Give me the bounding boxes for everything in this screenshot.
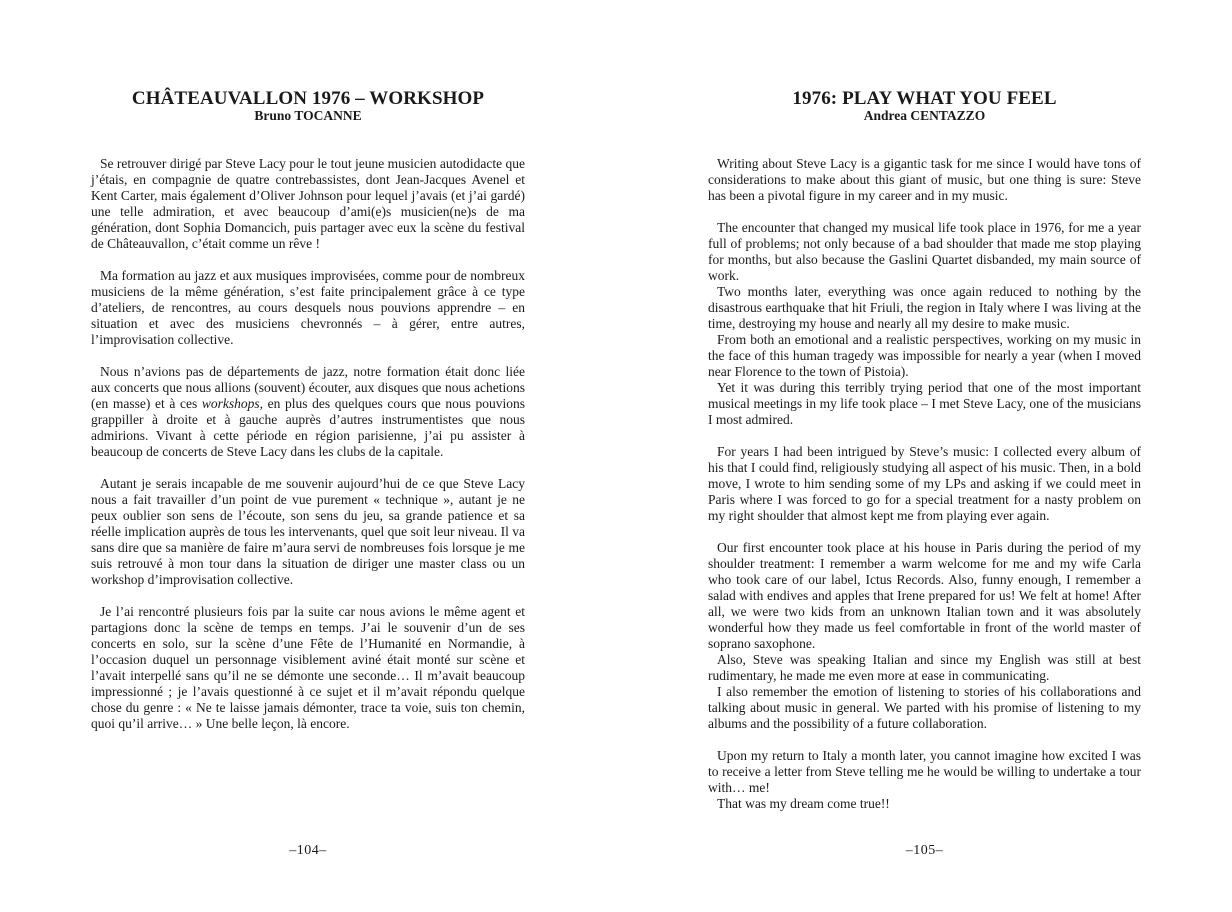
right-page-title: 1976: PLAY WHAT YOU FEEL [792, 88, 1057, 109]
paragraph-line [91, 156, 525, 252]
paragraph-line: Two months later, everything was once again reduced to nothing by the disastrous earthquake that hit Friuli, the region in Italy where I was living at the time, destroying my house and nearly all my desire to make music. [708, 284, 1141, 331]
paragraph [708, 444, 1141, 524]
text-run: Ma formation au jazz et aux musiques improvisées, comme pour de nombreux musiciens de la même génération, s’est faite principalement grâce à ce type d’ateliers, de rencontres, au cours desquels nous pouvions apprendre – en situation et avec des musiciens chevronnés – à gérer, entre autres, l’improvisation collective. [91, 268, 525, 347]
paragraph [708, 220, 1141, 428]
left-page-number: –104– [289, 843, 327, 858]
text-run: Autant je serais incapable de me souvenir aujourd’hui de ce que Steve Lacy nous a fait travailler d’un point de vue purement « technique », autant je ne peux oublier son sens de l’écoute, son sens du jeu, sa grande patience et sa réelle implication auprès de tous les intervenants, quel que soit leur niveau. Il va sans dire que sa manière de faire m’aura servi de nombreuses fois lorsque je me suis retrouvé à mon tour dans la situation de diriger une master class ou un workshop d’improvisation collective. [91, 476, 525, 587]
paragraph-line [91, 364, 525, 460]
right-page-body [708, 156, 1141, 828]
paragraph-line: The encounter that changed my musical life took place in 1976, for me a year full of problems; not only because of a bad shoulder that made me stop playing for months, but also because the Gaslini Quartet disbanded, my main source of work. [708, 220, 1141, 283]
paragraph-line: For years I had been intrigued by Steve’s music: I collected every album of his that I could find, religiously studying all aspect of his music. Then, in a bold move, I wrote to him sending some of my LPs and asking if we could meet in Paris where I was forced to go for a special treatment for a nasty problem on my right shoulder that almost kept me from playing ever again. [708, 444, 1141, 523]
paragraph-line: From both an emotional and a realistic perspectives, working on my music in the face of this human tragedy was impossible for nearly a year (when I moved near Florence to the town of Pistoia). [708, 332, 1141, 379]
paragraph-line: Yet it was during this terribly trying period that one of the most important musical meetings in my life took place – I met Steve Lacy, one of the musicians I most admired. [708, 380, 1141, 427]
paragraph [708, 748, 1141, 812]
paragraph-line [91, 604, 525, 732]
paragraph-line: Writing about Steve Lacy is a gigantic task for me since I would have tons of considerations to make about this giant of music, but one thing is sure: Steve has been a pivotal figure in my career and in my music. [708, 156, 1141, 203]
paragraph [91, 156, 525, 252]
text-run: Se retrouver dirigé par Steve Lacy pour le tout jeune musicien autodidacte que j’étais, en compagnie de quatre contrebassistes, dont Jean-Jacques Avenel et Kent Carter, mais également d’Oliver Johnson pour lequel j’avais (et j’ai gardé) une telle admiration, et avec beaucoup d’ami(e)s musicien(ne)s de ma génération, dont Sophia Domancich, puis partager avec eux la scène du festival de Châteauvallon, c’était comme un rêve ! [91, 156, 525, 251]
right-page [708, 0, 1141, 912]
italic-text: workshops [201, 396, 260, 411]
paragraph [91, 604, 525, 732]
paragraph [708, 540, 1141, 732]
text-run: , en plus des quelques cours que nous pouvions grappiller à droite et à gauche auprès d’autres instrumentistes que nous admirions. Vivant à cette période en région parisienne, j’ai pu assister à beaucoup de concerts de Steve Lacy dans les clubs de la capitale. [91, 396, 525, 459]
left-page-body [91, 156, 525, 748]
text-run: Je l’ai rencontré plusieurs fois par la suite car nous avions le même agent et partagions donc la scène de temps en temps. J’ai le souvenir d’un de ses concerts en solo, sur la scène d’une Fête de l’Humanité en Normandie, à l’occasion duquel un personnage visiblement aviné était monté sur scène et l’avait interpellé sans qu’il ne se démonte une seconde… Il m’avait beaucoup impressionné ; je l’avais questionné à ce sujet et il m’avait répondu quelque chose du genre : « Ne te laisse jamais démonter, trace ta voie, suis ton chemin, quoi qu’il arrive… » Une belle leçon, là encore. [91, 604, 525, 731]
paragraph-line: That was my dream come true!! [717, 796, 890, 811]
paragraph-line: Upon my return to Italy a month later, you cannot imagine how excited I was to receive a letter from Steve telling me he would be willing to undertake a tour with… me! [708, 748, 1141, 795]
paragraph [91, 364, 525, 460]
paragraph-line: Our first encounter took place at his house in Paris during the period of my shoulder treatment: I remember a warm welcome for me and my wife Carla who took care of our label, Ictus Records. Also, funny enough, I remember a salad with endives and apples that Irene prepared for us! We felt at home! After all, we were two kids from an unknown Italian town and it was absolutely wonderful how they made us feel comfortable in front of the world master of soprano saxophone. [708, 540, 1141, 651]
paragraph-line [91, 268, 525, 348]
text-run: Nous n’avions pas de départements de jazz, notre formation était donc liée aux concerts que nous allions (souvent) écouter, aux disques que nous achetions (en masse) et à ces [91, 364, 525, 411]
right-page-number: –105– [905, 843, 944, 858]
paragraph [708, 156, 1141, 204]
paragraph-line: I also remember the emotion of listening to stories of his collaborations and talking about music in general. We parted with his promise of listening to my albums and the possibility of a future collaboration. [708, 684, 1141, 731]
paragraph-line [91, 476, 525, 588]
left-page-author: Bruno TOCANNE [254, 108, 362, 123]
left-page-title: CHÂTEAUVALLON 1976 – WORKSHOP [131, 88, 485, 109]
paragraph [91, 476, 525, 588]
left-page [91, 0, 525, 912]
paragraph [91, 268, 525, 348]
paragraph-line: Also, Steve was speaking Italian and since my English was still at best rudimentary, he made me even more at ease in communicating. [708, 652, 1141, 683]
right-page-author: Andrea CENTAZZO [863, 108, 986, 123]
